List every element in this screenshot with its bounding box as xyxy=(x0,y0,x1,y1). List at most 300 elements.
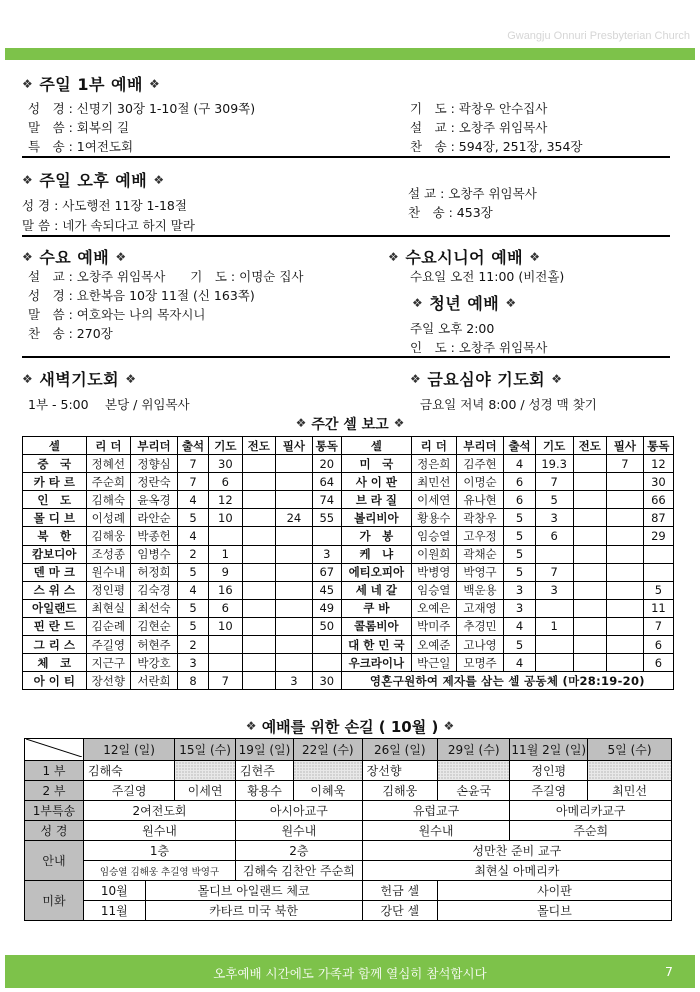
table-cell xyxy=(535,636,573,654)
table-cell xyxy=(607,527,644,545)
guide-cell: 최현실 아메리카 xyxy=(362,861,671,881)
row-label: 미화 xyxy=(25,881,84,921)
floor-label: 2층 xyxy=(236,841,363,861)
table-cell: 이성례 xyxy=(86,509,131,527)
table-cell: 고재영 xyxy=(456,599,504,617)
table-cell: 브 라 질 xyxy=(341,491,411,509)
s1-preacher: 설 교 : 오창주 위임목사 xyxy=(410,120,548,135)
table-cell: 4 xyxy=(504,654,535,672)
diamond-icon: ❖ xyxy=(115,250,127,264)
diamond-icon: ❖ xyxy=(505,296,517,310)
service-cell-empty xyxy=(588,761,672,781)
lectern-cell: 몰디브 xyxy=(437,901,671,921)
service-cell: 원수내 xyxy=(84,821,236,841)
table-row xyxy=(23,527,674,545)
row-label: 안내 xyxy=(25,841,84,881)
offering-label: 헌금 셀 xyxy=(362,881,437,901)
table-cell: 박미주 xyxy=(411,617,456,635)
table-cell xyxy=(607,473,644,491)
table-cell xyxy=(312,636,341,654)
table-cell: 3 xyxy=(535,581,573,599)
table-row xyxy=(23,581,674,599)
top-bar xyxy=(5,48,695,60)
service-cell: 유럽교구 xyxy=(362,801,510,821)
table-cell xyxy=(242,672,275,690)
table-cell: 가 봉 xyxy=(341,527,411,545)
table-cell: 김현순 xyxy=(131,617,178,635)
table-cell: 6 xyxy=(643,636,673,654)
row-label: 성 경 xyxy=(25,821,84,841)
table-cell xyxy=(573,581,606,599)
s1-scripture: 성 경 : 신명기 30장 1-10절 (구 309쪽) xyxy=(28,101,256,116)
table-cell xyxy=(573,455,606,473)
church-name: Gwangju Onnuri Presbyterian Church xyxy=(507,30,690,42)
table-cell: 1 xyxy=(535,617,573,635)
table-row xyxy=(23,455,674,473)
table-cell xyxy=(573,563,606,581)
table-cell: 이세연 xyxy=(411,491,456,509)
column-header: 통독 xyxy=(643,437,673,455)
row-label: 2 부 xyxy=(25,781,84,801)
table-cell: 1 xyxy=(209,545,242,563)
service-cell-empty xyxy=(293,761,362,781)
table-cell: 우크라이나 xyxy=(341,654,411,672)
table-cell: 북 한 xyxy=(23,527,87,545)
diamond-icon: ❖ xyxy=(295,416,307,430)
table-cell: 카 타 르 xyxy=(23,473,87,491)
table-cell: 7 xyxy=(607,455,644,473)
table-row xyxy=(23,617,674,635)
table-cell: 55 xyxy=(312,509,341,527)
service-cell: 주순희 xyxy=(510,821,672,841)
date-header: 19일 (일) xyxy=(236,739,294,761)
table-cell: 5 xyxy=(177,617,208,635)
table-cell: 유나현 xyxy=(456,491,504,509)
guide-cell: 임승열 김해웅 추길영 박영구 xyxy=(84,861,236,881)
table-cell xyxy=(276,473,313,491)
table-cell: 최민선 xyxy=(411,473,456,491)
divider xyxy=(22,356,670,358)
service-title: ❖ 예배를 위한 손길 ( 10월 ) ❖ xyxy=(245,718,455,736)
table-cell: 12 xyxy=(209,491,242,509)
table-cell: 정인평 xyxy=(86,581,131,599)
table-cell: 50 xyxy=(312,617,341,635)
column-header: 필사 xyxy=(607,437,644,455)
table-cell xyxy=(276,636,313,654)
table-cell: 24 xyxy=(276,509,313,527)
table-cell: 87 xyxy=(643,509,673,527)
service-table xyxy=(24,738,672,921)
table-cell: 4 xyxy=(504,455,535,473)
table-cell xyxy=(276,563,313,581)
table-cell xyxy=(312,527,341,545)
divider xyxy=(22,156,670,158)
table-cell: 74 xyxy=(312,491,341,509)
service-cell: 김현주 xyxy=(236,761,294,781)
s5-line: 인 도 : 오창주 위임목사 xyxy=(410,340,548,355)
table-row xyxy=(23,545,674,563)
table-cell xyxy=(242,599,275,617)
service-cell-empty xyxy=(437,761,509,781)
row-label: 1 부 xyxy=(25,761,84,781)
diamond-icon: ❖ xyxy=(22,77,34,91)
table-cell: 5 xyxy=(177,563,208,581)
date-header: 11월 2일 (일) xyxy=(510,739,588,761)
table-cell: 6 xyxy=(643,654,673,672)
table-row xyxy=(23,473,674,491)
diamond-icon: ❖ xyxy=(22,250,34,264)
table-cell xyxy=(242,617,275,635)
column-header: 기도 xyxy=(535,437,573,455)
table-cell: 2 xyxy=(177,545,208,563)
s5-line: 주일 오후 2:00 xyxy=(410,321,495,336)
row-label: 1부특송 xyxy=(25,801,84,821)
service-cell: 원수내 xyxy=(236,821,363,841)
table-cell xyxy=(573,617,606,635)
table-cell: 20 xyxy=(312,455,341,473)
column-header: 셀 xyxy=(341,437,411,455)
table-cell xyxy=(573,654,606,672)
s7-line: 금요일 저녁 8:00 / 성경 맥 찾기 xyxy=(420,397,597,412)
table-cell xyxy=(312,654,341,672)
s3-line: 말 씀 : 여호와는 나의 목자시니 xyxy=(28,307,206,322)
s2-preacher: 설 교 : 오창주 위임목사 xyxy=(408,186,537,201)
table-cell: 허정희 xyxy=(131,563,178,581)
table-cell xyxy=(607,581,644,599)
column-header: 필사 xyxy=(276,437,313,455)
table-cell: 핀 란 드 xyxy=(23,617,87,635)
table-cell: 스 위 스 xyxy=(23,581,87,599)
service-cell: 장선향 xyxy=(362,761,437,781)
table-cell xyxy=(573,636,606,654)
month-label: 10월 xyxy=(84,881,146,901)
table-cell: 5 xyxy=(643,581,673,599)
table-cell: 주순희 xyxy=(86,473,131,491)
column-header: 셀 xyxy=(23,437,87,455)
table-cell: 라안순 xyxy=(131,509,178,527)
table-cell: 4 xyxy=(504,617,535,635)
table-cell: 그 리 스 xyxy=(23,636,87,654)
section-title-sunday-1: ❖ 주일 1부 예배 ❖ xyxy=(22,75,161,94)
table-cell: 64 xyxy=(312,473,341,491)
service-cell: 주길영 xyxy=(84,781,175,801)
floor-label: 1층 xyxy=(84,841,236,861)
table-cell: 김순례 xyxy=(86,617,131,635)
s2-sermon: 말 씀 : 네가 속되다고 하지 말라 xyxy=(22,218,195,233)
table-cell: 아 이 티 xyxy=(23,672,87,690)
table-cell xyxy=(607,599,644,617)
table-cell: 쿠 바 xyxy=(341,599,411,617)
table-cell xyxy=(276,581,313,599)
table-cell: 10 xyxy=(209,617,242,635)
table-cell: 오예준 xyxy=(411,636,456,654)
table-cell: 고나영 xyxy=(456,636,504,654)
table-cell: 모명주 xyxy=(456,654,504,672)
s2-scripture: 성 경 : 사도행전 11장 1-18절 xyxy=(22,198,187,213)
table-cell: 3 xyxy=(276,672,313,690)
table-cell xyxy=(242,563,275,581)
table-cell: 원수내 xyxy=(86,563,131,581)
table-cell: 2 xyxy=(177,636,208,654)
s3-line: 찬 송 : 270장 xyxy=(28,326,113,341)
table-cell: 3 xyxy=(504,581,535,599)
service-cell: 정인평 xyxy=(510,761,588,781)
section-title-wednesday: ❖ 수요 예배 ❖ xyxy=(22,248,127,267)
table-cell xyxy=(573,545,606,563)
guide-cell: 김해숙 김찬안 주순희 xyxy=(236,861,363,881)
section-title-sunday-afternoon: ❖ 주일 오후 예배 ❖ xyxy=(22,171,165,190)
service-cell: 아메리카교구 xyxy=(510,801,672,821)
service-cell: 손윤국 xyxy=(437,781,509,801)
s1-special: 특 송 : 1여전도회 xyxy=(28,139,134,154)
table-cell: 4 xyxy=(177,527,208,545)
lectern-label: 강단 셀 xyxy=(362,901,437,921)
table-cell: 6 xyxy=(535,527,573,545)
table-cell: 6 xyxy=(209,599,242,617)
date-header: 5일 (수) xyxy=(588,739,672,761)
table-cell: 윤옥경 xyxy=(131,491,178,509)
diamond-icon: ❖ xyxy=(410,372,422,386)
table-cell xyxy=(242,491,275,509)
table-cell xyxy=(276,545,313,563)
table-cell: 박강호 xyxy=(131,654,178,672)
table-cell xyxy=(242,636,275,654)
table-cell: 5 xyxy=(535,491,573,509)
table-cell xyxy=(607,545,644,563)
service-cell: 2여전도회 xyxy=(84,801,236,821)
table-cell: 5 xyxy=(177,509,208,527)
table-cell: 김해숙 xyxy=(86,491,131,509)
table-cell: 12 xyxy=(643,455,673,473)
service-cell: 김해숙 xyxy=(84,761,175,781)
table-cell: 5 xyxy=(504,527,535,545)
column-header: 부리더 xyxy=(131,437,178,455)
table-cell: 5 xyxy=(504,563,535,581)
service-cell: 아시아교구 xyxy=(236,801,363,821)
table-cell: 세 네 갈 xyxy=(341,581,411,599)
deco-cell: 몰디브 아일랜드 체코 xyxy=(145,881,362,901)
table-cell: 최현실 xyxy=(86,599,131,617)
date-header: 22일 (수) xyxy=(293,739,362,761)
s1-hymns: 찬 송 : 594장, 251장, 354장 xyxy=(410,139,583,154)
table-cell: 박영구 xyxy=(456,563,504,581)
table-cell: 임승열 xyxy=(411,527,456,545)
table-cell: 추경민 xyxy=(456,617,504,635)
table-cell: 정혜선 xyxy=(86,455,131,473)
column-header: 통독 xyxy=(312,437,341,455)
table-cell: 캄보디아 xyxy=(23,545,87,563)
table-cell: 7 xyxy=(177,455,208,473)
table-cell: 김숙경 xyxy=(131,581,178,599)
diamond-icon: ❖ xyxy=(153,173,165,187)
table-cell: 7 xyxy=(535,473,573,491)
diamond-icon: ❖ xyxy=(245,719,257,733)
table-cell: 김주현 xyxy=(456,455,504,473)
table-cell: 6 xyxy=(209,473,242,491)
table-cell: 조성종 xyxy=(86,545,131,563)
table-cell: 30 xyxy=(209,455,242,473)
table-cell: 66 xyxy=(643,491,673,509)
table-cell xyxy=(276,491,313,509)
service-cell: 최민선 xyxy=(588,781,672,801)
table-cell: 백운용 xyxy=(456,581,504,599)
table-cell: 11 xyxy=(643,599,673,617)
diamond-icon: ❖ xyxy=(412,296,424,310)
table-cell: 고우정 xyxy=(456,527,504,545)
table-cell: 7 xyxy=(209,672,242,690)
table-cell: 5 xyxy=(504,636,535,654)
table-cell: 곽창우 xyxy=(456,509,504,527)
table-row xyxy=(23,509,674,527)
table-cell xyxy=(242,527,275,545)
table-cell xyxy=(573,473,606,491)
service-cell: 원수내 xyxy=(362,821,510,841)
table-cell: 49 xyxy=(312,599,341,617)
table-row xyxy=(23,654,674,672)
service-cell: 이혜욱 xyxy=(293,781,362,801)
table-cell: 김해웅 xyxy=(86,527,131,545)
section-title-dawn: ❖ 새벽기도회 ❖ xyxy=(22,370,137,389)
table-cell: 3 xyxy=(312,545,341,563)
diamond-icon: ❖ xyxy=(148,77,161,91)
table-cell: 임병수 xyxy=(131,545,178,563)
table-cell: 정은희 xyxy=(411,455,456,473)
table-row xyxy=(23,599,674,617)
table-cell xyxy=(209,654,242,672)
column-header: 기도 xyxy=(209,437,242,455)
table-cell: 30 xyxy=(312,672,341,690)
table-cell xyxy=(242,654,275,672)
table-row xyxy=(23,563,674,581)
diagonal-line-icon xyxy=(26,739,82,757)
table-cell: 몰 디 브 xyxy=(23,509,87,527)
table-cell: 3 xyxy=(535,509,573,527)
table-cell xyxy=(535,599,573,617)
table-cell: 정란숙 xyxy=(131,473,178,491)
table-cell: 체 코 xyxy=(23,654,87,672)
table-cell: 29 xyxy=(643,527,673,545)
table-cell: 장선향 xyxy=(86,672,131,690)
table-cell: 박병영 xyxy=(411,563,456,581)
table-cell: 대 한 민 국 xyxy=(341,636,411,654)
table-cell: 황용수 xyxy=(411,509,456,527)
s3-line: 설 교 : 오창주 위임목사 기 도 : 이명순 집사 xyxy=(28,269,304,284)
table-cell xyxy=(573,509,606,527)
table-cell: 지근구 xyxy=(86,654,131,672)
table-cell: 30 xyxy=(643,473,673,491)
footer-text: 오후예배 시간에도 가족과 함께 열심히 참석합시다 xyxy=(213,966,487,981)
table-cell: 3 xyxy=(177,654,208,672)
column-header: 출석 xyxy=(177,437,208,455)
table-cell xyxy=(573,491,606,509)
table-cell xyxy=(209,527,242,545)
table-cell: 콜롬비아 xyxy=(341,617,411,635)
cell-report-title: ❖ 주간 셀 보고 ❖ xyxy=(295,416,405,433)
table-cell xyxy=(535,654,573,672)
table-cell: 19.3 xyxy=(535,455,573,473)
table-cell xyxy=(607,654,644,672)
deco-cell: 카타르 미국 북한 xyxy=(145,901,362,921)
table-cell: 5 xyxy=(504,545,535,563)
table-cell xyxy=(242,581,275,599)
table-cell: 임승열 xyxy=(411,581,456,599)
table-cell xyxy=(276,599,313,617)
footer-bar xyxy=(5,955,695,988)
table-cell: 박근일 xyxy=(411,654,456,672)
table-cell: 7 xyxy=(643,617,673,635)
table-cell xyxy=(643,563,673,581)
table-cell xyxy=(242,473,275,491)
table-row xyxy=(23,672,674,690)
section-title-youth: ❖ 청년 예배 ❖ xyxy=(412,294,517,313)
table-cell: 6 xyxy=(504,491,535,509)
table-cell: 서란희 xyxy=(131,672,178,690)
table-cell xyxy=(535,545,573,563)
table-cell: 5 xyxy=(177,599,208,617)
table-cell xyxy=(607,491,644,509)
table-cell: 이명순 xyxy=(456,473,504,491)
table-cell: 최선숙 xyxy=(131,599,178,617)
table-cell xyxy=(276,654,313,672)
date-header: 29일 (수) xyxy=(437,739,509,761)
cell-motto: 영혼구원하여 제자를 삼는 셀 공동체 (마28:19-20) xyxy=(341,672,673,690)
date-header: 15일 (수) xyxy=(175,739,236,761)
divider xyxy=(22,235,670,237)
table-cell: 케 냐 xyxy=(341,545,411,563)
table-cell: 45 xyxy=(312,581,341,599)
table-cell: 볼리비아 xyxy=(341,509,411,527)
column-header: 전도 xyxy=(242,437,275,455)
cell-report-table xyxy=(22,436,674,690)
diamond-icon: ❖ xyxy=(22,173,34,187)
s1-sermon: 말 씀 : 회복의 길 xyxy=(28,120,130,135)
service-cell: 이세연 xyxy=(175,781,236,801)
table-cell: 곽채순 xyxy=(456,545,504,563)
service-cell: 김해웅 xyxy=(362,781,437,801)
table-cell: 67 xyxy=(312,563,341,581)
table-cell: 5 xyxy=(504,509,535,527)
table-cell: 7 xyxy=(177,473,208,491)
table-cell xyxy=(607,617,644,635)
table-row xyxy=(23,491,674,509)
page-number: 7 xyxy=(665,964,673,979)
section-title-senior: ❖ 수요시니어 예배 ❖ xyxy=(388,248,541,267)
floor-label: 성만찬 준비 교구 xyxy=(362,841,671,861)
service-cell: 황용수 xyxy=(236,781,294,801)
column-header: 부리더 xyxy=(456,437,504,455)
table-cell: 사 이 판 xyxy=(341,473,411,491)
table-cell: 허현주 xyxy=(131,636,178,654)
month-label: 11월 xyxy=(84,901,146,921)
service-cell-empty xyxy=(175,761,236,781)
s2-hymn: 찬 송 : 453장 xyxy=(408,205,493,220)
column-header: 전도 xyxy=(573,437,606,455)
diagonal-header xyxy=(25,739,84,761)
column-header: 리 더 xyxy=(411,437,456,455)
date-header: 12일 (일) xyxy=(84,739,175,761)
table-cell: 6 xyxy=(504,473,535,491)
diamond-icon: ❖ xyxy=(529,250,541,264)
table-cell: 10 xyxy=(209,509,242,527)
table-cell: 인 도 xyxy=(23,491,87,509)
table-cell: 에티오피아 xyxy=(341,563,411,581)
table-row xyxy=(23,636,674,654)
table-cell xyxy=(607,509,644,527)
service-cell: 주길영 xyxy=(510,781,588,801)
table-cell: 4 xyxy=(177,581,208,599)
table-cell: 7 xyxy=(535,563,573,581)
table-cell: 16 xyxy=(209,581,242,599)
